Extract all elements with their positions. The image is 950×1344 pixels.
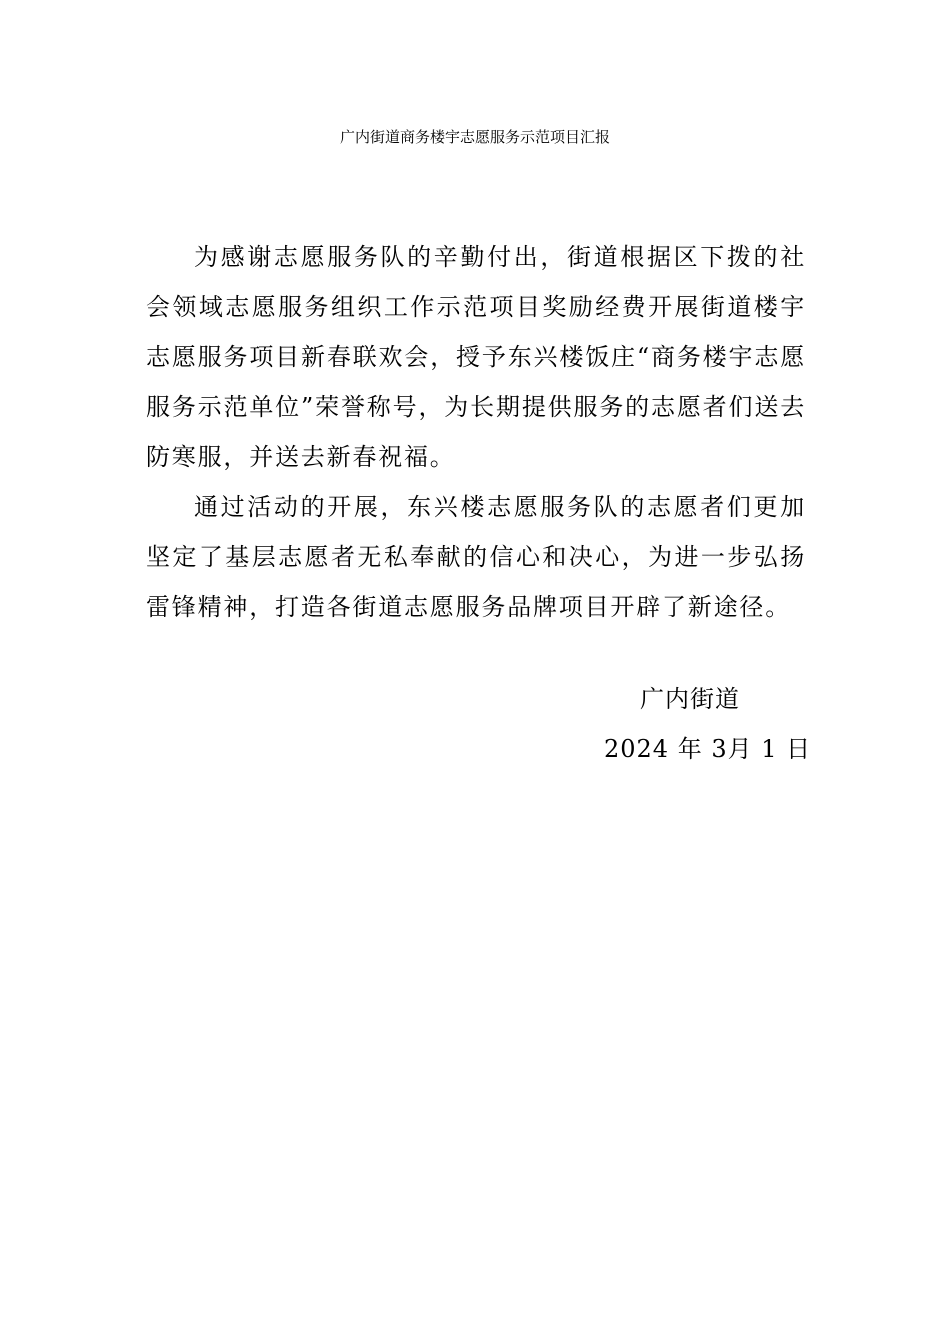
signature-organization: 广内街道 <box>640 685 740 713</box>
header-title: 广内街道商务楼宇志愿服务示范项目汇报 <box>339 128 610 146</box>
signature-date: 2024 年 3月 1 日 <box>604 735 812 763</box>
body-paragraph-2: 通过活动的开展，东兴楼志愿服务队的志愿者们更加坚定了基层志愿者无私奉献的信心和决心，为进一步弘扬雷锋精神，打造各街道志愿服务品牌项目开辟了新途径。 <box>146 493 806 621</box>
document-body <box>146 232 806 632</box>
body-paragraph-1: 为感谢志愿服务队的辛勤付出，街道根据区下拨的社会领域志愿服务组织工作示范项目奖励经费开展街道楼宇志愿服务项目新春联欢会，授予东兴楼饭庄“商务楼宇志愿服务示范单位”荣誉称号，为长期提供服务的志愿者们送去防寒服，并送去新春祝福。 <box>146 243 806 471</box>
document-header <box>0 126 950 148</box>
